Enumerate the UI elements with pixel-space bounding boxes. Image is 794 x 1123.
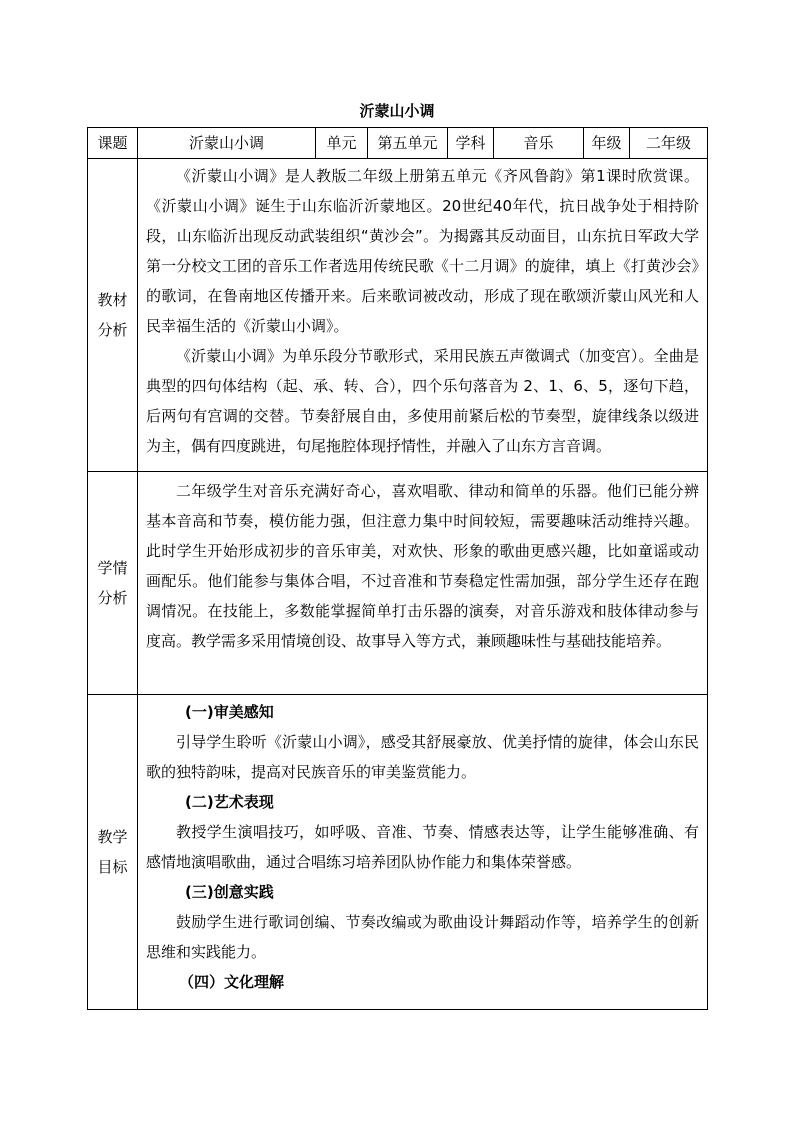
student-label-line2: 分析 xyxy=(97,589,128,607)
topic-label: 课题 xyxy=(88,128,138,159)
goal-heading-creative: (三)创意实践 xyxy=(185,883,274,901)
teaching-goals-content xyxy=(138,695,708,1010)
material-analysis-label xyxy=(88,159,138,472)
material-paragraph-1: 《沂蒙山小调》是人教版二年级上册第五单元《齐风鲁韵》第1课时欣赏课。《沂蒙山小调》诞生于山东临沂沂蒙地区。20世纪40年代，抗日战争处于相持阶段，山东临沂出现反动武装组织“黄沙会”。为揭露其反动面目，山东抗日军政大学第一分校文工团的音乐工作者选用传统民歌《十二月调》的旋律，填上《打黄沙会》的歌词，在鲁南地区传播开来。后来歌词被改动，形成了现在歌颂沂蒙山风光和人民幸福生活的《沂蒙山小调》。 xyxy=(146,167,699,335)
teaching-goals-label xyxy=(88,695,138,1010)
student-analysis-label xyxy=(88,472,138,695)
material-analysis-row xyxy=(88,159,708,472)
material-paragraph-2: 《沂蒙山小调》为单乐段分节歌形式，采用民族五声徵调式（加变宫）。全曲是典型的四句体结构（起、承、转、合），四个乐句落音为 2、1、6、5，逐句下趋，后两句有宫调的交替。节奏舒展自由，多使用前紧后松的节奏型，旋律线条以级进为主，偶有四度跳进，句尾拖腔体现抒情性，并融入了山东方言音调。 xyxy=(146,347,699,455)
material-label-line1: 教材 xyxy=(97,291,128,309)
goals-label-line1: 教学 xyxy=(97,828,128,846)
goals-label-line2: 目标 xyxy=(97,858,128,876)
goal-text-creative: 鼓励学生进行歌词创编、节奏改编或为歌曲设计舞蹈动作等，培养学生的创新思维和实践能力。 xyxy=(146,913,699,961)
subject-label: 学科 xyxy=(448,128,494,159)
student-label-line1: 学情 xyxy=(97,559,128,577)
student-analysis-row xyxy=(88,472,708,695)
topic-value: 沂蒙山小调 xyxy=(138,128,316,159)
header-row xyxy=(88,128,708,159)
unit-value: 第五单元 xyxy=(368,128,448,159)
teaching-goals-row xyxy=(88,695,708,1010)
student-analysis-content xyxy=(138,472,708,695)
goal-heading-performance: (二)艺术表现 xyxy=(185,793,274,811)
goal-heading-culture: （四）文化理解 xyxy=(179,973,285,991)
lesson-plan-table xyxy=(87,127,708,1010)
goal-text-aesthetic: 引导学生聆听《沂蒙山小调》，感受其舒展豪放、优美抒情的旋律，体会山东民歌的独特韵味，提高对民族音乐的审美鉴赏能力。 xyxy=(146,733,699,781)
goal-text-performance: 教授学生演唱技巧，如呼吸、音准、节奏、情感表达等，让学生能够准确、有感情地演唱歌曲，通过合唱练习培养团队协作能力和集体荣誉感。 xyxy=(146,823,699,871)
material-label-line2: 分析 xyxy=(97,321,128,339)
student-paragraph-1: 二年级学生对音乐充满好奇心，喜欢唱歌、律动和简单的乐器。他们已能分辨基本音高和节奏，模仿能力强，但注意力集中时间较短，需要趣味活动维持兴趣。此时学生开始形成初步的音乐审美，对欢快、形象的歌曲更感兴趣，比如童谣或动画配乐。他们能参与集体合唱，不过音准和节奏稳定性需加强，部分学生还存在跑调情况。在技能上，多数能掌握简单打击乐器的演奏，对音乐游戏和肢体律动参与度高。教学需多采用情境创设、故事导入等方式，兼顾趣味性与基础技能培养。 xyxy=(146,482,699,650)
grade-label: 年级 xyxy=(584,128,630,159)
unit-label: 单元 xyxy=(316,128,368,159)
material-analysis-content xyxy=(138,159,708,472)
grade-value: 二年级 xyxy=(630,128,708,159)
goal-heading-aesthetic: (一)审美感知 xyxy=(185,703,274,721)
document-title: 沂蒙山小调 xyxy=(359,102,435,120)
subject-value: 音乐 xyxy=(494,128,584,159)
